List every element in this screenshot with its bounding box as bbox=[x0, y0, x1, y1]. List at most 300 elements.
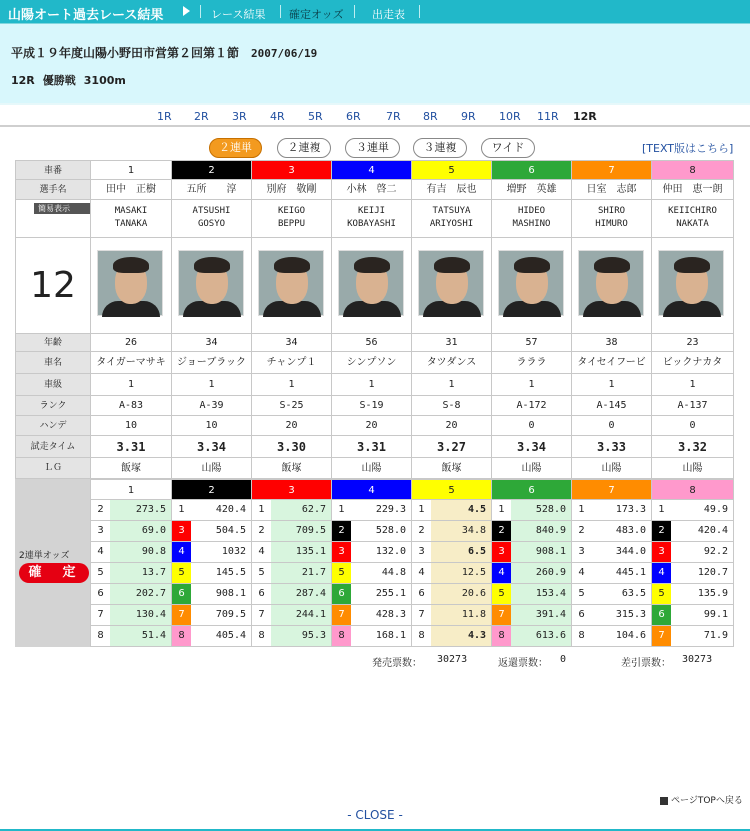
odds-head-5: 5 bbox=[412, 479, 492, 500]
odds-value: 51.4 bbox=[141, 630, 166, 641]
rider-name-text: 田中 正樹 bbox=[106, 184, 156, 195]
odds-second-number: 6 bbox=[252, 584, 271, 604]
handicap-2 bbox=[172, 416, 252, 436]
nav-separator bbox=[200, 5, 201, 18]
odds-cell-8-3 bbox=[652, 542, 734, 563]
odds-cell-2-4 bbox=[172, 542, 252, 563]
race-link-2r[interactable]: 2R bbox=[194, 110, 209, 123]
lg-home-text: 山陽 bbox=[601, 463, 622, 474]
romaji-last: TANAKA bbox=[114, 219, 148, 229]
odds-second-number: 5 bbox=[492, 584, 511, 604]
handicap-3 bbox=[252, 416, 332, 436]
rider-rank-row bbox=[15, 396, 734, 416]
rider-name-text: 有吉 辰也 bbox=[426, 184, 477, 195]
race-link-7r[interactable]: 7R bbox=[386, 110, 401, 123]
nav-separator bbox=[354, 5, 355, 18]
odds-value: 315.3 bbox=[615, 609, 646, 620]
car-number-label-text: 車番 bbox=[43, 166, 62, 176]
car-name-text: ビックナカタ bbox=[662, 357, 723, 368]
handicap-label-text: ハンデ bbox=[39, 421, 67, 431]
trial-time-text: 3.34 bbox=[197, 440, 226, 454]
odds-cell-8-4 bbox=[652, 563, 734, 584]
odds-cell-1-2 bbox=[91, 500, 172, 521]
rider-age-text: 34 bbox=[205, 337, 218, 348]
tab-odds-4[interactable]: ワイド bbox=[481, 138, 535, 158]
car-number-7 bbox=[572, 160, 652, 180]
odds-second-number: 7 bbox=[652, 626, 671, 646]
rider-photo-image bbox=[338, 250, 404, 316]
rider-photo-6 bbox=[492, 238, 572, 334]
odds-second-number: 4 bbox=[91, 542, 110, 562]
nav-separator bbox=[419, 5, 420, 18]
close-link[interactable]: - CLOSE - bbox=[347, 808, 403, 822]
odds-cell-6-4 bbox=[492, 563, 572, 584]
trial-time-7 bbox=[572, 436, 652, 458]
rider-rank-6 bbox=[492, 396, 572, 416]
odds-cell-1-4 bbox=[91, 542, 172, 563]
text-version-link[interactable]: [TEXT版はこちら] bbox=[642, 142, 734, 155]
odds-second-number: 5 bbox=[91, 563, 110, 583]
trial-time-text: 3.31 bbox=[116, 440, 146, 454]
rider-rank-text: S-8 bbox=[442, 400, 461, 411]
nav-separator bbox=[280, 5, 281, 18]
odds-second-number: 2 bbox=[412, 521, 431, 541]
odds-value: 6.5 bbox=[467, 546, 486, 557]
rider-name-4 bbox=[332, 180, 412, 200]
car-class-label bbox=[15, 374, 91, 396]
odds-value: 504.5 bbox=[215, 525, 246, 536]
rider-photo-row bbox=[15, 238, 734, 334]
rider-romaji-1 bbox=[91, 200, 172, 238]
race-line bbox=[11, 72, 134, 88]
odds-label-cell bbox=[15, 479, 91, 647]
odds-cell-7-8 bbox=[572, 626, 652, 647]
handicap-5 bbox=[412, 416, 492, 436]
romaji-last: KOBAYASHI bbox=[347, 219, 396, 229]
nav-link-entry-list[interactable]: 出走表 bbox=[372, 8, 405, 21]
lg-home-row bbox=[15, 458, 734, 479]
car-number-text: 1 bbox=[127, 165, 135, 176]
odds-second-number: 6 bbox=[91, 584, 110, 604]
car-number-text: 2 bbox=[208, 165, 215, 176]
trial-time-2 bbox=[172, 436, 252, 458]
rider-photo-5 bbox=[412, 238, 492, 334]
rider-name-7 bbox=[572, 180, 652, 200]
meeting-name: 平成１９年度山陽小野田市営第２回第１節 bbox=[11, 46, 240, 60]
odds-value: 62.7 bbox=[301, 504, 326, 515]
odds-second-number: 8 bbox=[91, 626, 110, 646]
rider-photo-image bbox=[178, 250, 244, 316]
handicap-text: 20 bbox=[285, 420, 298, 431]
car-class-row bbox=[15, 374, 734, 396]
photo-hair bbox=[434, 257, 470, 273]
odds-cell-6-7 bbox=[492, 605, 572, 626]
race-big-number: 12 bbox=[30, 265, 76, 306]
odds-second-number: 8 bbox=[492, 626, 511, 646]
odds-cell-7-5 bbox=[572, 584, 652, 605]
race-link-3r[interactable]: 3R bbox=[232, 110, 247, 123]
odds-value: 709.5 bbox=[215, 609, 246, 620]
tab-odds-3[interactable]: ３連複 bbox=[413, 138, 467, 158]
handicap-1 bbox=[91, 416, 172, 436]
rider-age-text: 26 bbox=[124, 337, 138, 348]
handicap-4 bbox=[332, 416, 412, 436]
odds-cell-7-2 bbox=[572, 521, 652, 542]
lg-home-text: 山陽 bbox=[521, 463, 542, 474]
photo-hair bbox=[194, 257, 230, 273]
odds-second-number: 1 bbox=[492, 500, 511, 520]
odds-value: 13.7 bbox=[141, 567, 166, 578]
odds-cell-6-3 bbox=[492, 542, 572, 563]
race-date: 2007/06/19 bbox=[251, 47, 318, 60]
car-class-text: 1 bbox=[208, 379, 215, 390]
race-link-11r[interactable]: 11R bbox=[537, 110, 559, 123]
odds-cell-2-1 bbox=[172, 500, 252, 521]
photo-hair bbox=[514, 257, 550, 273]
trial-time-3 bbox=[252, 436, 332, 458]
odds-head-3: 3 bbox=[252, 479, 332, 500]
odds-value: 273.5 bbox=[135, 504, 166, 515]
odds-head-1: 1 bbox=[91, 479, 172, 500]
odds-cell-1-3 bbox=[91, 521, 172, 542]
rider-age-label-text: 年齢 bbox=[43, 338, 62, 348]
car-name-text: タツダンス bbox=[426, 357, 477, 368]
nav-link-confirmed-odds[interactable]: 確定オッズ bbox=[289, 8, 344, 21]
odds-value: 428.3 bbox=[375, 609, 406, 620]
odds-second-number: 7 bbox=[332, 605, 351, 625]
odds-second-number: 7 bbox=[172, 605, 191, 625]
rider-age-row bbox=[15, 334, 734, 352]
romaji-last: MASHINO bbox=[512, 219, 551, 229]
odds-head-6: 6 bbox=[492, 479, 572, 500]
romaji-first: KEIICHIRO bbox=[668, 206, 717, 216]
car-number-4 bbox=[332, 160, 412, 180]
odds-cell-7-1 bbox=[572, 500, 652, 521]
race-link-6r[interactable]: 6R bbox=[346, 110, 361, 123]
car-number-text: 8 bbox=[689, 165, 696, 176]
odds-value: 44.8 bbox=[381, 567, 406, 578]
race-link-10r[interactable]: 10R bbox=[499, 110, 521, 123]
race-link-9r[interactable]: 9R bbox=[461, 110, 476, 123]
odds-second-number: 1 bbox=[652, 500, 671, 520]
rider-age-label bbox=[15, 334, 91, 352]
car-number-text: 3 bbox=[288, 165, 295, 176]
odds-cell-6-8 bbox=[492, 626, 572, 647]
odds-value: 145.5 bbox=[215, 567, 246, 578]
display-select[interactable]: 簡易表示 bbox=[34, 203, 91, 214]
car-class-8 bbox=[652, 374, 734, 396]
romaji-first: KEIGO bbox=[277, 206, 306, 216]
odds-value: 709.5 bbox=[295, 525, 326, 536]
lg-home-6 bbox=[492, 458, 572, 479]
odds-value: 1032 bbox=[221, 546, 246, 557]
rider-name-text: 小林 啓二 bbox=[346, 184, 397, 195]
car-name-1 bbox=[91, 352, 172, 374]
rider-age-text: 57 bbox=[525, 337, 538, 348]
page-top-icon bbox=[660, 797, 668, 805]
rider-photo-1 bbox=[91, 238, 172, 334]
odds-cell-1-8 bbox=[91, 626, 172, 647]
odds-second-number: 5 bbox=[572, 584, 591, 604]
top-bar bbox=[0, 0, 750, 24]
rider-age-text: 23 bbox=[686, 337, 699, 348]
trial-time-label-text: 試走タイム bbox=[30, 442, 76, 452]
trial-time-text: 3.34 bbox=[517, 440, 546, 454]
rider-romaji-6 bbox=[492, 200, 572, 238]
rider-age-5 bbox=[412, 334, 492, 352]
race-link-4r[interactable]: 4R bbox=[270, 110, 285, 123]
car-name-text: ラララ bbox=[516, 357, 547, 368]
race-link-8r[interactable]: 8R bbox=[423, 110, 438, 123]
rider-name-label-text: 選手名 bbox=[39, 185, 67, 195]
handicap-text: 0 bbox=[528, 420, 535, 431]
tab-odds-2[interactable]: ３連単 bbox=[345, 138, 400, 158]
rider-romaji-2 bbox=[172, 200, 252, 238]
arrow-right-icon bbox=[183, 6, 190, 16]
rider-name-5 bbox=[412, 180, 492, 200]
odds-cell-3-4 bbox=[252, 542, 332, 563]
nav-link-race-result[interactable]: レース結果 bbox=[211, 8, 266, 21]
handicap-label bbox=[15, 416, 91, 436]
lg-home-8 bbox=[652, 458, 734, 479]
photo-hair bbox=[594, 257, 630, 273]
handicap-text: 10 bbox=[124, 420, 138, 431]
odds-second-number: 3 bbox=[652, 542, 671, 562]
odds-value: 34.8 bbox=[461, 525, 486, 536]
car-number-2 bbox=[172, 160, 252, 180]
lg-home-label-text: ＬＧ bbox=[43, 463, 62, 473]
odds-value: 130.4 bbox=[135, 609, 166, 620]
race-link-12r[interactable]: 12R bbox=[573, 110, 597, 123]
lg-home-5 bbox=[412, 458, 492, 479]
car-name-2 bbox=[172, 352, 252, 374]
odds-second-number: 5 bbox=[172, 563, 191, 583]
rider-name-2 bbox=[172, 180, 252, 200]
odds-value: 95.3 bbox=[301, 630, 326, 641]
odds-value: 255.1 bbox=[375, 588, 406, 599]
romaji-last: HIMURO bbox=[595, 219, 628, 229]
odds-second-number: 7 bbox=[252, 605, 271, 625]
odds-cell-8-6 bbox=[652, 605, 734, 626]
odds-second-number: 7 bbox=[492, 605, 511, 625]
trial-time-8 bbox=[652, 436, 734, 458]
odds-value: 71.9 bbox=[703, 630, 728, 641]
rider-photo-image bbox=[258, 250, 324, 316]
odds-second-number: 2 bbox=[332, 521, 351, 541]
odds-second-number: 8 bbox=[572, 626, 591, 646]
race-link-1r[interactable]: 1R bbox=[157, 110, 172, 123]
rider-name-3 bbox=[252, 180, 332, 200]
odds-cell-3-2 bbox=[252, 521, 332, 542]
odds-second-number: 2 bbox=[652, 521, 671, 541]
odds-cell-4-7 bbox=[332, 605, 412, 626]
car-name-text: タイセイフービ bbox=[577, 357, 646, 368]
rider-photo-3 bbox=[252, 238, 332, 334]
trial-time-text: 3.33 bbox=[597, 440, 626, 454]
odds-cell-3-6 bbox=[252, 584, 332, 605]
odds-second-number: 5 bbox=[252, 563, 271, 583]
odds-cell-6-1 bbox=[492, 500, 572, 521]
rider-rank-text: S-25 bbox=[279, 400, 304, 411]
odds-cell-5-4 bbox=[412, 563, 492, 584]
odds-cell-8-1 bbox=[652, 500, 734, 521]
car-number-text: 4 bbox=[368, 165, 375, 176]
odds-second-number: 7 bbox=[91, 605, 110, 625]
odds-second-number: 1 bbox=[332, 500, 351, 520]
rider-photo-2 bbox=[172, 238, 252, 334]
confirmed-badge: 確 定 bbox=[19, 563, 89, 583]
rider-romaji-3 bbox=[252, 200, 332, 238]
car-class-label-text: 車級 bbox=[43, 380, 62, 390]
rider-photo-image bbox=[658, 250, 724, 316]
car-number-row bbox=[15, 160, 734, 180]
odds-cell-5-6 bbox=[412, 584, 492, 605]
rider-romaji-row bbox=[15, 200, 734, 238]
car-class-5 bbox=[412, 374, 492, 396]
odds-cell-5-3 bbox=[412, 542, 492, 563]
handicap-text: 0 bbox=[689, 420, 696, 431]
odds-cell-6-5 bbox=[492, 584, 572, 605]
odds-value: 168.1 bbox=[375, 630, 406, 641]
odds-cell-7-4 bbox=[572, 563, 652, 584]
odds-value: 11.8 bbox=[461, 609, 486, 620]
odds-value: 120.7 bbox=[697, 567, 728, 578]
rider-rank-text: A-83 bbox=[118, 400, 144, 411]
rider-name-text: 増野 英雄 bbox=[506, 184, 557, 195]
handicap-row bbox=[15, 416, 734, 436]
odds-cell-3-1 bbox=[252, 500, 332, 521]
rider-romaji-5 bbox=[412, 200, 492, 238]
lg-home-label bbox=[15, 458, 91, 479]
romaji-last: NAKATA bbox=[676, 219, 709, 229]
rider-rank-3 bbox=[252, 396, 332, 416]
odds-second-number: 6 bbox=[412, 584, 431, 604]
rider-name-text: 仲田 恵一朗 bbox=[662, 184, 723, 195]
odds-second-number: 2 bbox=[252, 521, 271, 541]
car-number-text: 6 bbox=[528, 165, 535, 176]
romaji-first: TATSUYA bbox=[432, 206, 471, 216]
rider-photo-image bbox=[418, 250, 484, 316]
odds-second-number: 4 bbox=[652, 563, 671, 583]
odds-second-number: 4 bbox=[412, 563, 431, 583]
odds-value: 287.4 bbox=[295, 588, 326, 599]
handicap-text: 20 bbox=[365, 420, 378, 431]
odds-value: 908.1 bbox=[535, 546, 566, 557]
rider-age-2 bbox=[172, 334, 252, 352]
race-link-5r[interactable]: 5R bbox=[308, 110, 323, 123]
odds-value: 21.7 bbox=[301, 567, 326, 578]
odds-cell-3-7 bbox=[252, 605, 332, 626]
rider-name-text: 別府 敬剛 bbox=[266, 184, 317, 195]
romaji-first: HIDEO bbox=[517, 206, 546, 216]
rider-name-6 bbox=[492, 180, 572, 200]
car-number-5 bbox=[412, 160, 492, 180]
odds-cell-4-6 bbox=[332, 584, 412, 605]
car-class-text: 1 bbox=[127, 379, 135, 390]
odds-cell-5-1 bbox=[412, 500, 492, 521]
race-name: 優勝戦 bbox=[42, 74, 76, 87]
refund-count: 0 bbox=[560, 654, 567, 665]
car-class-text: 1 bbox=[288, 379, 295, 390]
net-label: 差引票数： bbox=[621, 658, 671, 669]
odds-head-7: 7 bbox=[572, 479, 652, 500]
rider-age-6 bbox=[492, 334, 572, 352]
car-name-3 bbox=[252, 352, 332, 374]
odds-cell-4-2 bbox=[332, 521, 412, 542]
odds-cell-2-6 bbox=[172, 584, 252, 605]
odds-cell-3-5 bbox=[252, 563, 332, 584]
odds-value: 420.4 bbox=[697, 525, 728, 536]
odds-value: 69.0 bbox=[141, 525, 166, 536]
handicap-7 bbox=[572, 416, 652, 436]
odds-second-number: 2 bbox=[492, 521, 511, 541]
odds-value: 344.0 bbox=[615, 546, 646, 557]
trial-time-text: 3.31 bbox=[357, 440, 386, 454]
odds-second-number: 6 bbox=[332, 584, 351, 604]
odds-cell-5-7 bbox=[412, 605, 492, 626]
odds-cell-5-2 bbox=[412, 521, 492, 542]
odds-second-number: 6 bbox=[172, 584, 191, 604]
odds-second-number: 3 bbox=[91, 521, 110, 541]
lg-home-text: 飯塚 bbox=[281, 463, 302, 474]
odds-value: 132.0 bbox=[375, 546, 406, 557]
rider-age-7 bbox=[572, 334, 652, 352]
photo-hair bbox=[113, 257, 149, 273]
odds-cell-1-7 bbox=[91, 605, 172, 626]
car-class-4 bbox=[332, 374, 412, 396]
handicap-text: 20 bbox=[445, 420, 458, 431]
odds-cell-8-2 bbox=[652, 521, 734, 542]
rider-name-text: 五所 淳 bbox=[186, 184, 237, 195]
odds-second-number: 5 bbox=[332, 563, 351, 583]
trial-time-label bbox=[15, 436, 91, 458]
rider-romaji-7 bbox=[572, 200, 652, 238]
odds-second-number: 3 bbox=[412, 542, 431, 562]
odds-second-number: 8 bbox=[172, 626, 191, 646]
odds-value: 202.7 bbox=[135, 588, 166, 599]
handicap-8 bbox=[652, 416, 734, 436]
rider-rank-text: A-137 bbox=[677, 400, 708, 411]
car-number-text: 7 bbox=[608, 165, 615, 176]
odds-value: 445.1 bbox=[615, 567, 646, 578]
tab-odds-1[interactable]: ２連複 bbox=[277, 138, 331, 158]
tab-odds-0[interactable]: ２連単 bbox=[209, 138, 262, 158]
photo-hair bbox=[674, 257, 710, 273]
car-number-label bbox=[15, 160, 91, 180]
net-count: 30273 bbox=[682, 654, 713, 665]
rider-age-3 bbox=[252, 334, 332, 352]
photo-hair bbox=[274, 257, 310, 273]
odds-second-number: 8 bbox=[332, 626, 351, 646]
rider-age-4 bbox=[332, 334, 412, 352]
car-name-6 bbox=[492, 352, 572, 374]
odds-table bbox=[15, 479, 734, 647]
lg-home-text: 飯塚 bbox=[441, 463, 462, 474]
handicap-text: 10 bbox=[205, 420, 218, 431]
rider-rank-text: S-19 bbox=[359, 400, 384, 411]
odds-second-number: 2 bbox=[572, 521, 591, 541]
odds-second-number: 3 bbox=[332, 542, 351, 562]
odds-cell-8-7 bbox=[652, 626, 734, 647]
rider-age-text: 34 bbox=[285, 337, 298, 348]
odds-cell-2-3 bbox=[172, 521, 252, 542]
car-class-text: 1 bbox=[368, 379, 375, 390]
car-name-row bbox=[15, 352, 734, 374]
car-number-1 bbox=[91, 160, 172, 180]
page-top-link[interactable] bbox=[660, 793, 743, 806]
sold-label: 発売票数： bbox=[372, 658, 422, 669]
odds-second-number: 4 bbox=[572, 563, 591, 583]
